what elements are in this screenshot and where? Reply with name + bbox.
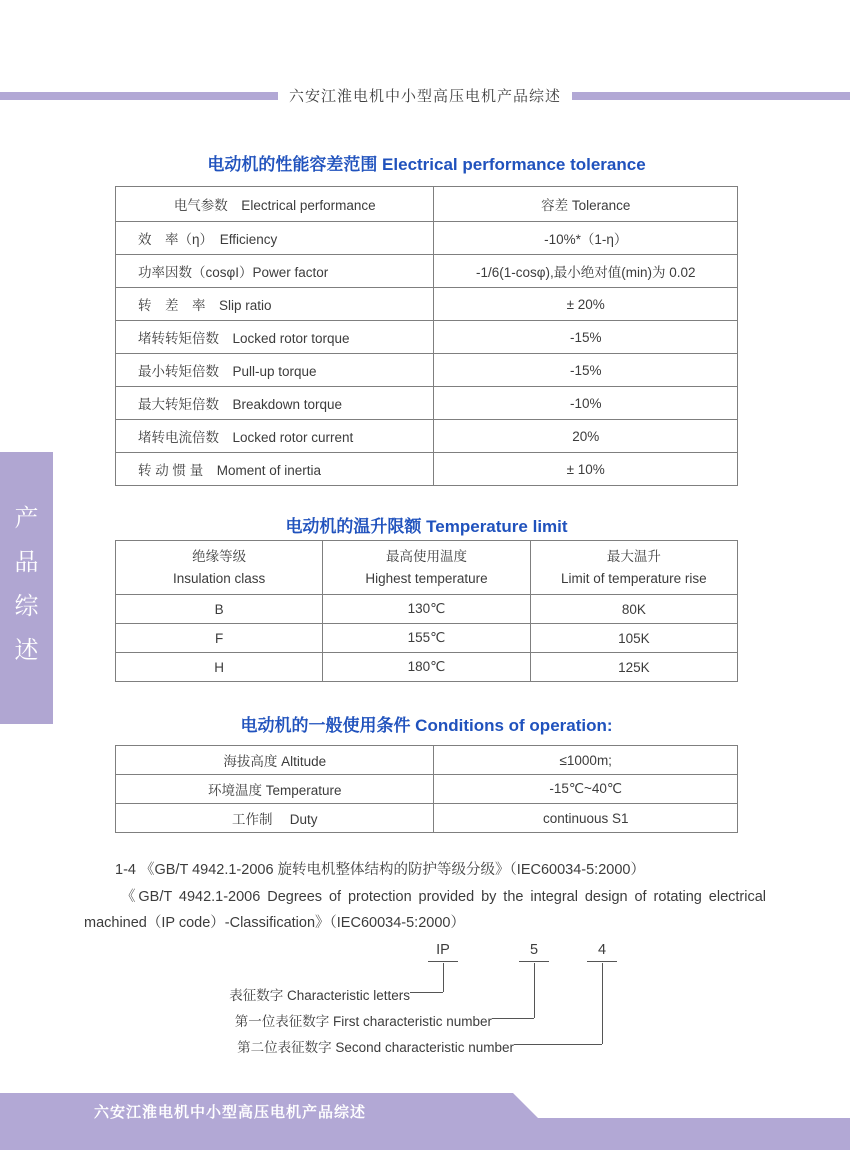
param-cell: 堵转电流倍数 Locked rotor current [116,420,434,453]
table-row [116,288,738,321]
header-en: Limit of temperature rise [561,570,707,586]
sidebar-char: 述 [14,637,39,664]
connector-line [514,1044,602,1045]
label-first-characteristic-number: 第一位表征数字 First characteristic number [234,1014,492,1029]
header-cn: 最高使用温度 [385,548,467,564]
value-cell: -10%*（1-η） [434,222,738,255]
value-cell: -1/6(1-cosφ),最小绝对值(min)为 0.02 [434,255,738,288]
ip-letters: IP [428,942,458,962]
conditions-table [115,745,738,833]
connector-line [410,992,443,993]
table-row [116,595,738,624]
connector-line [443,963,444,992]
table-row [116,321,738,354]
param-cell: 转 动 惯 量 Moment of inertia [116,453,434,486]
value-cell: -15% [434,354,738,387]
header-en: Highest temperature [365,570,488,586]
ip-first-number: 5 [519,942,549,962]
rise-cell: 80K [530,595,737,624]
condition-cell: 工作制 Duty [116,804,434,833]
value-cell: ± 20% [434,288,738,321]
table-row [116,746,738,775]
value-cell: ± 10% [434,453,738,486]
header-cell: 电气参数 Electrical performance [116,187,434,222]
rise-cell: 105K [530,624,737,653]
standard-title-en: 《GB/T 4942.1-2006 Degrees of protection provided by the integral design of rotating electrical machined（IP code）-Classification》（IEC60034-5:2000） [84,889,766,931]
table-row [116,453,738,486]
param-cell: 最大转矩倍数 Breakdown torque [116,387,434,420]
header-cn: 最大温升 [606,548,661,564]
sidebar-section-tab [0,452,53,724]
table-row [116,624,738,653]
condition-cell: 环境温度 Temperature [116,775,434,804]
label-second-characteristic-number: 第二位表征数字 Second characteristic number [237,1040,514,1055]
header-rule-right [572,92,850,100]
param-cell: 功率因数（cosφI）Power factor [116,255,434,288]
header-cell: 容差 Tolerance [434,187,738,222]
param-cell: 最小转矩倍数 Pull-up torque [116,354,434,387]
value-cell: 20% [434,420,738,453]
connector-line [492,1018,534,1019]
table-row [116,653,738,682]
rise-cell: 125K [530,653,737,682]
table-row [116,255,738,288]
table-header-row [116,187,738,222]
section2-title: 电动机的温升限额 Temperature limit [285,517,568,536]
ip-second-number: 4 [587,942,617,962]
label-characteristic-letters: 表征数字 Characteristic letters [229,988,410,1003]
table-row [116,387,738,420]
sidebar-char: 品 [14,549,39,576]
temp-cell: 130℃ [323,595,530,624]
header-cell [530,541,737,595]
param-cell: 效 率（η） Efficiency [116,222,434,255]
section3-title: 电动机的一般使用条件 Conditions of operation: [240,716,613,735]
header-cell [116,541,323,595]
connector-line [602,963,603,1044]
value-cell: -15% [434,321,738,354]
temperature-table [115,540,738,682]
class-cell: F [116,624,323,653]
page-header-title: 六安江淮电机中小型高压电机产品综述 [288,88,561,105]
condition-cell: 海拔高度 Altitude [116,746,434,775]
sidebar-char: 产 [14,505,39,532]
table-row [116,775,738,804]
header-en: Insulation class [173,570,266,586]
value-cell: -15℃~40℃ [434,775,738,804]
table-row [116,222,738,255]
standard-title-cn: 1-4 《GB/T 4942.1-2006 旋转电机整体结构的防护等级分级》（IEC60034-5:2000） [115,862,645,878]
connector-line [534,963,535,1018]
param-cell: 转 差 率 Slip ratio [116,288,434,321]
value-cell: -10% [434,387,738,420]
class-cell: B [116,595,323,624]
header-cell [323,541,530,595]
temp-cell: 180℃ [323,653,530,682]
header-cn: 绝缘等级 [192,548,247,564]
temp-cell: 155℃ [323,624,530,653]
class-cell: H [116,653,323,682]
footer-title: 六安江淮电机中小型高压电机产品综述 [94,1104,367,1121]
tolerance-table [115,186,738,486]
sidebar-char: 综 [14,593,39,620]
param-cell: 堵转转矩倍数 Locked rotor torque [116,321,434,354]
table-row [116,354,738,387]
value-cell: ≤1000m; [434,746,738,775]
table-row [116,804,738,833]
section1-title: 电动机的性能容差范围 Electrical performance tolerance [207,155,646,174]
table-header-row [116,541,738,595]
table-row [116,420,738,453]
value-cell: continuous S1 [434,804,738,833]
